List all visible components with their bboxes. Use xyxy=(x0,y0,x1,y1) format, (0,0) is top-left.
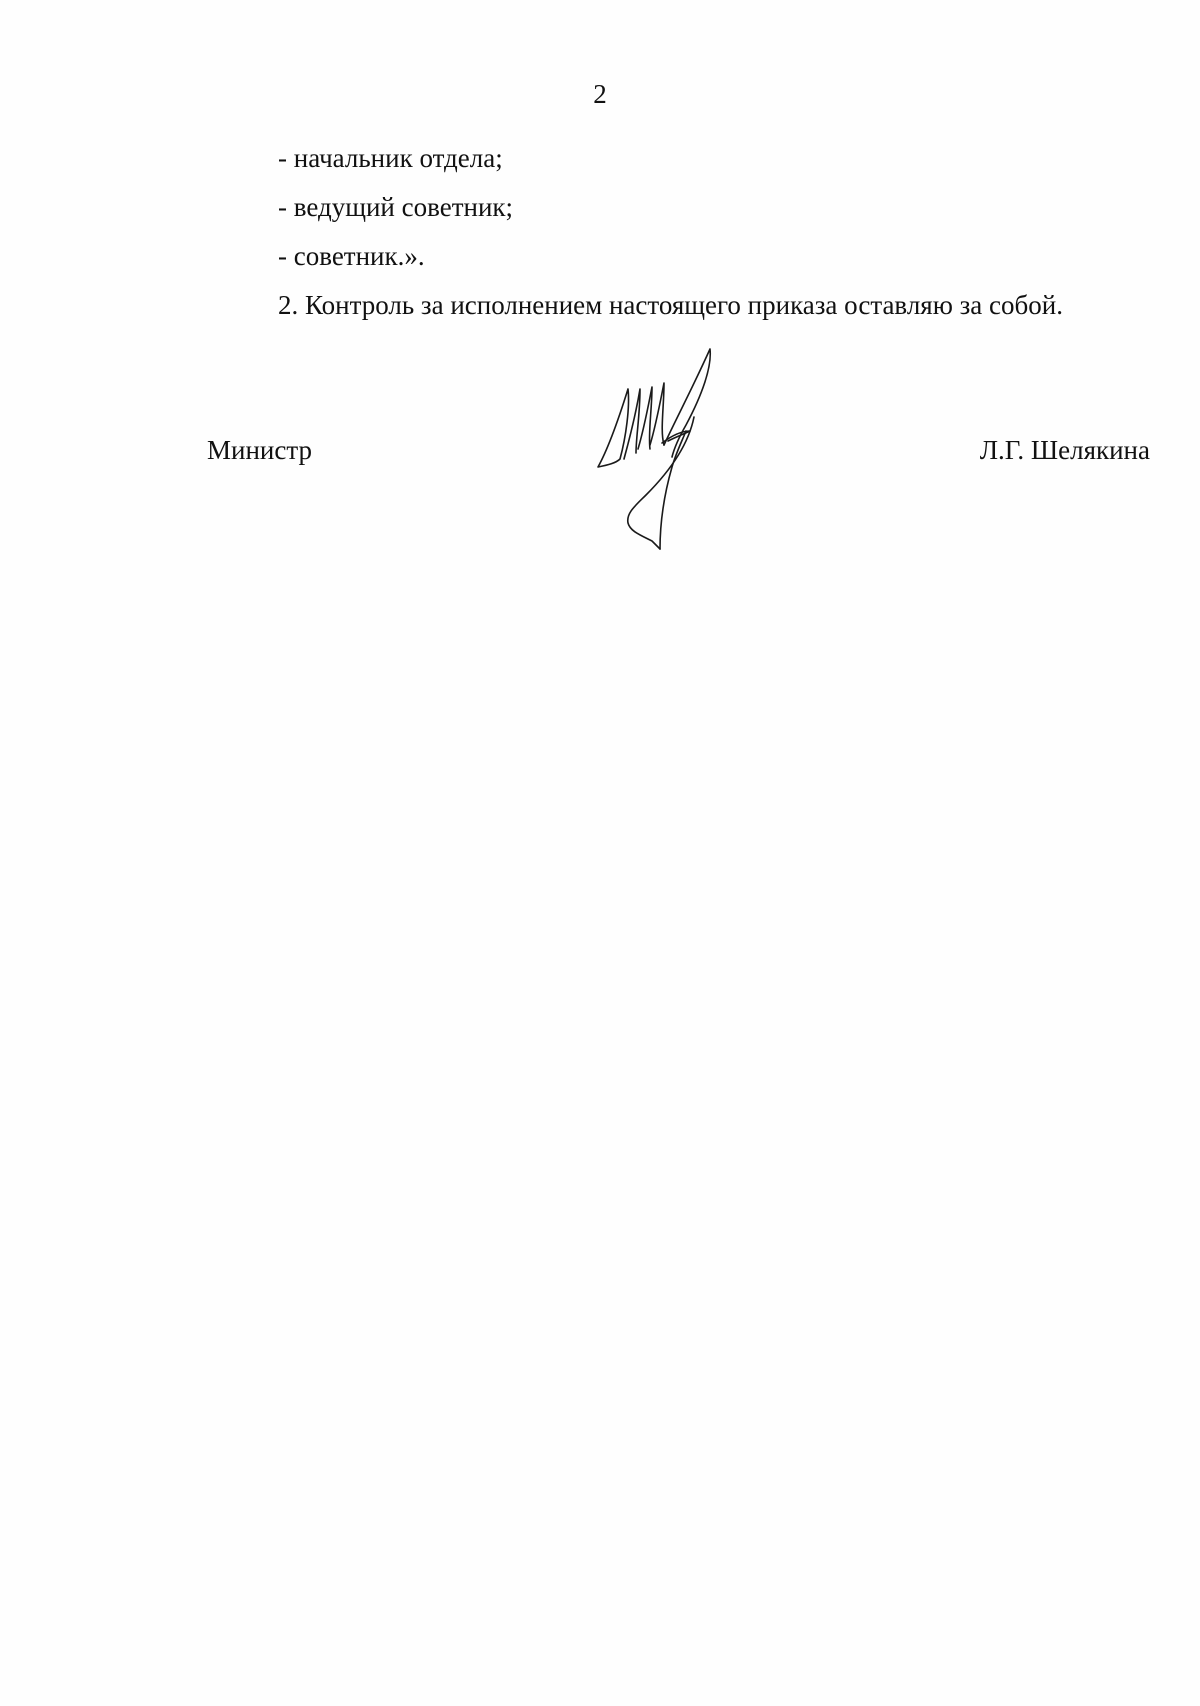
page-number: 2 xyxy=(593,79,607,109)
list-item: - ведущий советник; xyxy=(278,192,514,222)
paragraph-control: 2. Контроль за исполнением настоящего приказа оставляю за собой. xyxy=(278,290,1063,320)
list-item: - советник.». xyxy=(278,241,425,271)
signature-block xyxy=(0,434,1200,468)
signatory-position: Министр xyxy=(207,435,312,465)
signatory-name: Л.Г. Шелякина xyxy=(979,435,1150,465)
document-body xyxy=(278,142,1138,338)
list-item: - начальник отдела; xyxy=(278,143,503,173)
